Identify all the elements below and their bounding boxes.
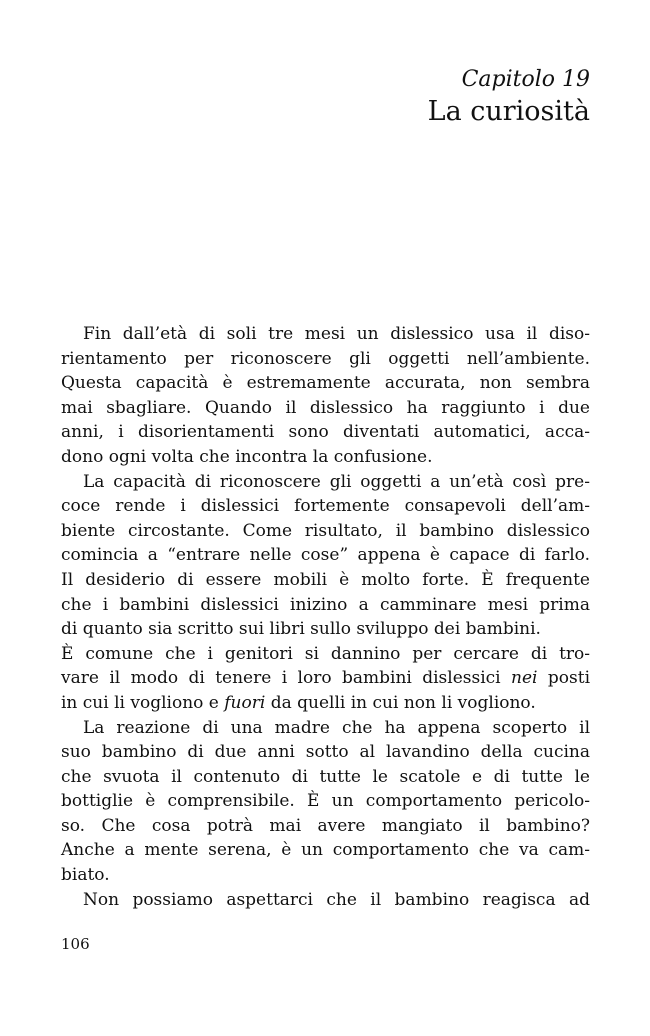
paragraph-3 [61,716,590,888]
line-text-after: da quelli in cui non li vogliono. [265,692,536,713]
text-line: che svuota il contenuto di tutte le scatole e di tutte le [61,766,590,787]
text-line: che i bambini dislessici inizino a camminare mesi prima [61,594,590,615]
text-line-with-emphasis [61,691,590,716]
text-line: suo bambino di due anni sotto al lavandino della cucina [61,742,590,763]
line-text-after: posti [537,668,590,689]
text-line: Non possiamo aspettarci che il bambino reagisca ad [83,889,590,910]
text-line: Anche a mente serena, è un comportamento che va cam- [61,840,590,861]
text-line-with-emphasis [61,666,590,691]
chapter-label: Capitolo 19 [461,67,590,92]
text-line: comincia a “entrare nelle cose” appena è capace di farlo. [61,545,590,566]
paragraph-1 [61,322,590,470]
text-line: Questa capacità è estremamente accurata, non sembra [61,373,590,394]
text-line: Fin dall’età di soli tre mesi un dislessico usa il diso- [83,324,590,344]
emphasis-nei: nei [511,668,538,689]
chapter-heading [428,66,590,128]
paragraph-2 [61,470,590,716]
text-line: so. Che cosa potrà mai avere mangiato il bambino? [61,815,590,836]
text-line: rientamento per riconoscere gli oggetti nell’ambiente. [61,348,590,369]
text-line: La capacità di riconoscere gli oggetti a un’età così pre- [83,471,590,492]
chapter-title: La curiosità [427,96,590,127]
text-line: biente circostante. Come risultato, il bambino dislessico [61,520,590,541]
text-line: mai sbagliare. Quando il dislessico ha raggiunto i due [61,397,590,418]
paragraph-4 [61,888,590,913]
page-number: 106 [61,935,90,953]
text-line: dono ogni volta che incontra la confusione. [61,446,433,467]
body-text [61,322,590,912]
line-text-before: in cui li vogliono e [61,692,225,713]
text-line: Il desiderio di essere mobili è molto forte. È frequente [61,569,590,590]
text-line: La reazione di una madre che ha appena scoperto il [83,717,590,738]
text-line: di quanto sia scritto sui libri sullo sviluppo dei bambini. [61,619,541,640]
text-line: biato. [61,865,110,886]
text-line: È comune che i genitori si dannino per cercare di tro- [61,643,590,664]
text-line: bottiglie è comprensibile. È un comportamento pericolo- [61,791,590,812]
emphasis-fuori: fuori [224,692,266,713]
text-line: anni, i disorientamenti sono diventati automatici, acca- [61,422,590,443]
text-line: coce rende i dislessici fortemente consapevoli dell’am- [61,496,590,517]
line-text-before: vare il modo di tenere i loro bambini dislessici [61,668,512,689]
